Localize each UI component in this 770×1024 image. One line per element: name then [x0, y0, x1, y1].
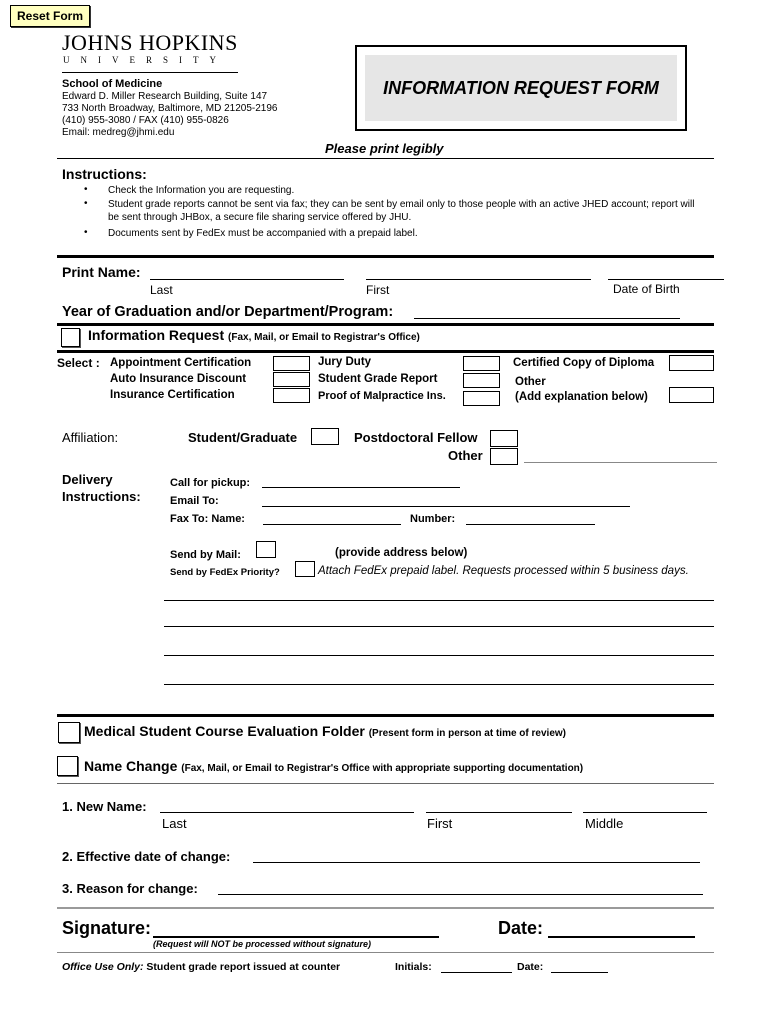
reason-field[interactable]	[218, 894, 703, 895]
address-line-3: (410) 955-3080 / FAX (410) 955-0826	[62, 115, 229, 126]
opt-add-explanation: (Add explanation below)	[515, 391, 648, 403]
fedex-note: Attach FedEx prepaid label. Requests processed within 5 business days.	[318, 565, 689, 577]
opt-malpractice: Proof of Malpractice Ins.	[318, 390, 446, 402]
office-use-label: Office Use Only:	[62, 961, 144, 973]
signature-date-field[interactable]	[548, 936, 695, 938]
call-pickup-field[interactable]	[262, 487, 460, 488]
school-name: School of Medicine	[62, 78, 163, 90]
instructions-heading: Instructions:	[62, 166, 147, 182]
provide-address-note: (provide address below)	[335, 547, 468, 559]
select-label: Select :	[57, 356, 100, 370]
instruction-2: Student grade reports cannot be sent via fax; they can be sent by email only to those people with an active JHED account; report will be sent through JHBox, a secure file sharing service offered by JHU.	[108, 199, 695, 223]
delivery-label-1: Delivery	[62, 472, 113, 487]
first-label: First	[366, 283, 390, 297]
jury-duty-checkbox[interactable]	[463, 356, 500, 371]
student-graduate-label: Student/Graduate	[188, 430, 298, 445]
signature-note: (Request will NOT be processed without signature)	[153, 939, 372, 949]
reason-label: 3. Reason for change:	[62, 881, 198, 896]
name-change-checkbox[interactable]	[57, 756, 78, 776]
date-label: Date:	[498, 918, 544, 938]
graduation-field[interactable]	[414, 318, 680, 319]
other-request-checkbox[interactable]	[669, 387, 714, 403]
fax-number-field[interactable]	[466, 524, 595, 525]
print-name-label: Print Name:	[62, 264, 141, 280]
signature-field[interactable]	[153, 936, 439, 938]
insurance-cert-checkbox[interactable]	[273, 388, 310, 403]
name-change-note: (Fax, Mail, or Email to Registrar's Office with appropriate supporting documentation)	[181, 763, 584, 774]
address-line-2: 733 North Broadway, Baltimore, MD 21205-2196	[62, 103, 278, 114]
new-name-label: 1. New Name:	[62, 799, 147, 814]
student-graduate-checkbox[interactable]	[311, 428, 339, 445]
new-first-label: First	[427, 816, 453, 831]
affiliation-other-field[interactable]	[524, 462, 717, 463]
last-name-field[interactable]	[150, 279, 344, 280]
new-middle-label: Middle	[585, 816, 624, 831]
new-middle-name-field[interactable]	[583, 812, 707, 813]
dob-label: Date of Birth	[613, 282, 680, 296]
appointment-cert-checkbox[interactable]	[273, 356, 310, 371]
name-change-title: Name Change	[84, 758, 178, 774]
initials-label: Initials:	[395, 961, 432, 973]
effective-date-field[interactable]	[253, 862, 700, 863]
opt-grade-report: Student Grade Report	[318, 373, 438, 385]
fax-to-label: Fax To: Name:	[170, 513, 245, 525]
affiliation-other-label: Other	[448, 448, 483, 463]
send-mail-label: Send by Mail:	[170, 549, 241, 561]
last-label: Last	[150, 283, 173, 297]
reset-form-button[interactable]: Reset Form	[10, 5, 90, 27]
info-request-heading	[88, 327, 420, 343]
dob-field[interactable]	[608, 279, 724, 280]
grade-report-checkbox[interactable]	[463, 373, 500, 388]
instruction-1: Check the Information you are requesting.	[108, 185, 295, 196]
effective-date-label: 2. Effective date of change:	[62, 849, 231, 864]
instruction-3: Documents sent by FedEx must be accompanied with a prepaid label.	[108, 228, 418, 239]
bullet-icon: •	[84, 198, 88, 209]
call-pickup-label: Call for pickup:	[170, 477, 251, 489]
affiliation-other-checkbox[interactable]	[490, 448, 518, 465]
jhu-logo-wordmark: JOHNS HOPKINS	[62, 30, 238, 55]
first-name-field[interactable]	[366, 279, 591, 280]
info-request-title: Information Request	[88, 327, 225, 343]
malpractice-checkbox[interactable]	[463, 391, 500, 406]
course-eval-note: (Present form in person at time of review)	[368, 728, 566, 739]
course-eval-checkbox[interactable]	[58, 722, 80, 743]
fax-name-field[interactable]	[263, 524, 401, 525]
jhu-logo-subtitle: UNIVERSITY	[63, 55, 227, 65]
email-to-label: Email To:	[170, 495, 219, 507]
bullet-icon: •	[84, 227, 88, 238]
info-request-checkbox[interactable]	[61, 328, 80, 347]
office-date-label: Date:	[517, 961, 544, 973]
send-mail-checkbox[interactable]	[256, 541, 276, 558]
send-fedex-label: Send by FedEx Priority?	[170, 567, 280, 578]
bullet-icon: •	[84, 184, 88, 195]
address-line-4: Email: medreg@jhmi.edu	[62, 127, 175, 138]
opt-other: Other	[515, 376, 546, 388]
office-date-field[interactable]	[551, 972, 608, 973]
print-legibly-note: Please print legibly	[325, 141, 444, 156]
address-line-field-3[interactable]	[164, 655, 714, 656]
auto-insurance-checkbox[interactable]	[273, 372, 310, 387]
new-last-label: Last	[162, 816, 187, 831]
graduation-label: Year of Graduation and/or Department/Program:	[62, 304, 394, 320]
form-title: INFORMATION REQUEST FORM	[365, 55, 677, 121]
postdoc-checkbox[interactable]	[490, 430, 518, 447]
office-use-line	[62, 961, 340, 973]
course-eval-heading	[84, 723, 566, 739]
office-use-text: Student grade report issued at counter	[146, 961, 341, 973]
fax-number-label: Number:	[410, 513, 456, 525]
address-line-1: Edward D. Miller Research Building, Suite 147	[62, 91, 268, 102]
new-first-name-field[interactable]	[426, 812, 572, 813]
opt-jury-duty: Jury Duty	[318, 356, 372, 368]
email-to-field[interactable]	[262, 506, 630, 507]
signature-label: Signature:	[62, 918, 152, 938]
opt-insurance-cert: Insurance Certification	[110, 389, 235, 401]
address-line-field-2[interactable]	[164, 626, 714, 627]
delivery-label-2: Instructions:	[62, 489, 141, 504]
info-request-note: (Fax, Mail, or Email to Registrar's Office)	[228, 332, 420, 343]
diploma-checkbox[interactable]	[669, 355, 714, 371]
course-eval-title: Medical Student Course Evaluation Folder	[84, 723, 365, 739]
send-fedex-checkbox[interactable]	[295, 561, 315, 577]
address-line-field-4[interactable]	[164, 684, 714, 685]
initials-field[interactable]	[441, 972, 512, 973]
name-change-heading	[84, 758, 583, 774]
postdoc-label: Postdoctoral Fellow	[354, 430, 478, 445]
form-title-box	[355, 45, 687, 131]
opt-appointment-cert: Appointment Certification	[110, 357, 252, 369]
new-last-name-field[interactable]	[160, 812, 414, 813]
opt-diploma: Certified Copy of Diploma	[513, 357, 655, 369]
opt-auto-insurance: Auto Insurance Discount	[110, 373, 247, 385]
address-line-field-1[interactable]	[164, 600, 714, 601]
affiliation-label: Affiliation:	[62, 430, 119, 445]
